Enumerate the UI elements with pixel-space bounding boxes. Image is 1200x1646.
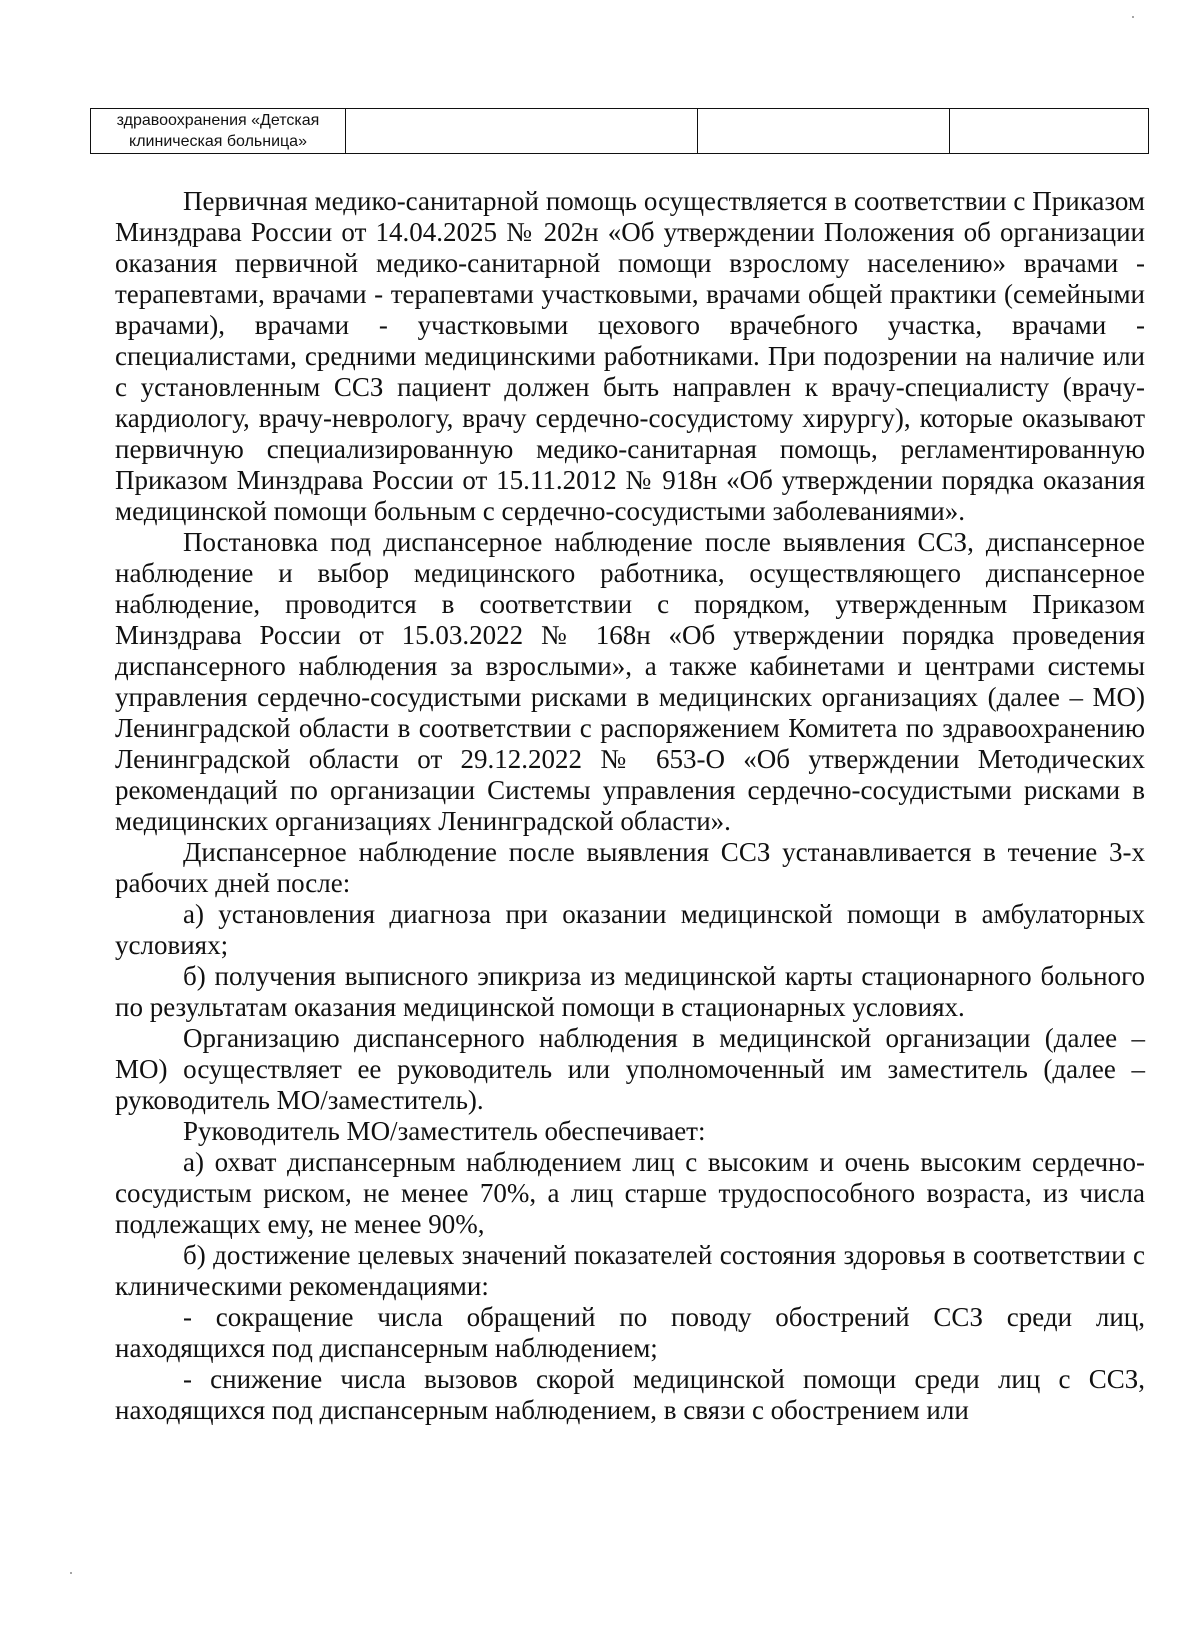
paragraph: б) получения выписного эпикриза из медицинской карты стационарного больного по результатам оказания медицинской помощи в стационарных условиях. bbox=[115, 961, 1145, 1022]
paragraph: Руководитель МО/заместитель обеспечивает: bbox=[183, 1116, 706, 1146]
paragraph: Диспансерное наблюдение после выявления ССЗ устанавливается в течение 3-х рабочих дней после: bbox=[115, 837, 1145, 898]
paragraph: Первичная медико-санитарной помощь осуществляется в соответствии с Приказом Минздрава России от 14.04.2025 № 202н «Об утверждении Положения об организации оказания первичной медико-санитарной помощи взрослому населению» врачами - терапевтами, врачами - терапевтами участковыми, врачами общей практики (семейными врачами), врачами - участковыми цехового врачебного участка, врачами - специалистами, средними медицинскими работниками. При подозрении на наличие или с установленным ССЗ пациент должен быть направлен к врачу-специалисту (врачу-кардиологу, врачу-неврологу, врачу сердечно-сосудистому хирургу), которые оказывают первичную специализированную медико-санитарная помощь, регламентированную Приказом Минздрава России от 15.11.2012 № 918н «Об утверждении порядка оказания медицинской помощи больным с сердечно-сосудистыми заболеваниями». bbox=[115, 186, 1145, 526]
paragraph: - снижение числа вызовов скорой медицинской помощи среди лиц с ССЗ, находящихся под диспансерным наблюдением, в связи с обострением или bbox=[115, 1364, 1145, 1425]
paragraph: а) охват диспансерным наблюдением лиц с высоким и очень высоким сердечно-сосудистым риском, не менее 70%, а лиц старше трудоспособного возраста, из числа подлежащих ему, не менее 90%, bbox=[115, 1147, 1145, 1239]
paragraph: б) достижение целевых значений показателей состояния здоровья в соответствии с клиническими рекомендациями: bbox=[115, 1240, 1145, 1301]
scan-speck bbox=[1132, 16, 1134, 18]
table-cell-organization: здравоохранения «Детская клиническая больница» bbox=[91, 109, 346, 154]
table-row bbox=[91, 109, 1149, 154]
paragraph: Постановка под диспансерное наблюдение после выявления ССЗ, диспансерное наблюдение и выбор медицинского работника, осуществляющего диспансерное наблюдение, проводится в соответствии с порядком, утвержденным Приказом Минздрава России от 15.03.2022 № 168н «Об утверждении порядка проведения диспансерного наблюдения за взрослыми», а также кабинетами и центрами системы управления сердечно-сосудистыми рисками в медицинских организациях (далее – МО) Ленинградской области в соответствии с распоряжением Комитета по здравоохранению Ленинградской области от 29.12.2022 № 653-О «Об утверждении Методических рекомендаций по организации Системы управления сердечно-сосудистыми рисками в медицинских организациях Ленинградской области». bbox=[115, 527, 1145, 836]
scan-speck bbox=[70, 1572, 72, 1574]
table-cell bbox=[950, 109, 1149, 154]
paragraph: а) установления диагноза при оказании медицинской помощи в амбулаторных условиях; bbox=[115, 899, 1145, 960]
table-cell bbox=[346, 109, 698, 154]
continuation-table bbox=[90, 108, 1149, 154]
paragraph: - сокращение числа обращений по поводу обострений ССЗ среди лиц, находящихся под диспансерным наблюдением; bbox=[115, 1302, 1145, 1363]
paragraph: Организацию диспансерного наблюдения в медицинской организации (далее – МО) осуществляет ее руководитель или уполномоченный им заместитель (далее – руководитель МО/заместитель). bbox=[115, 1023, 1145, 1115]
table-cell bbox=[698, 109, 950, 154]
document-body bbox=[115, 186, 1145, 1426]
